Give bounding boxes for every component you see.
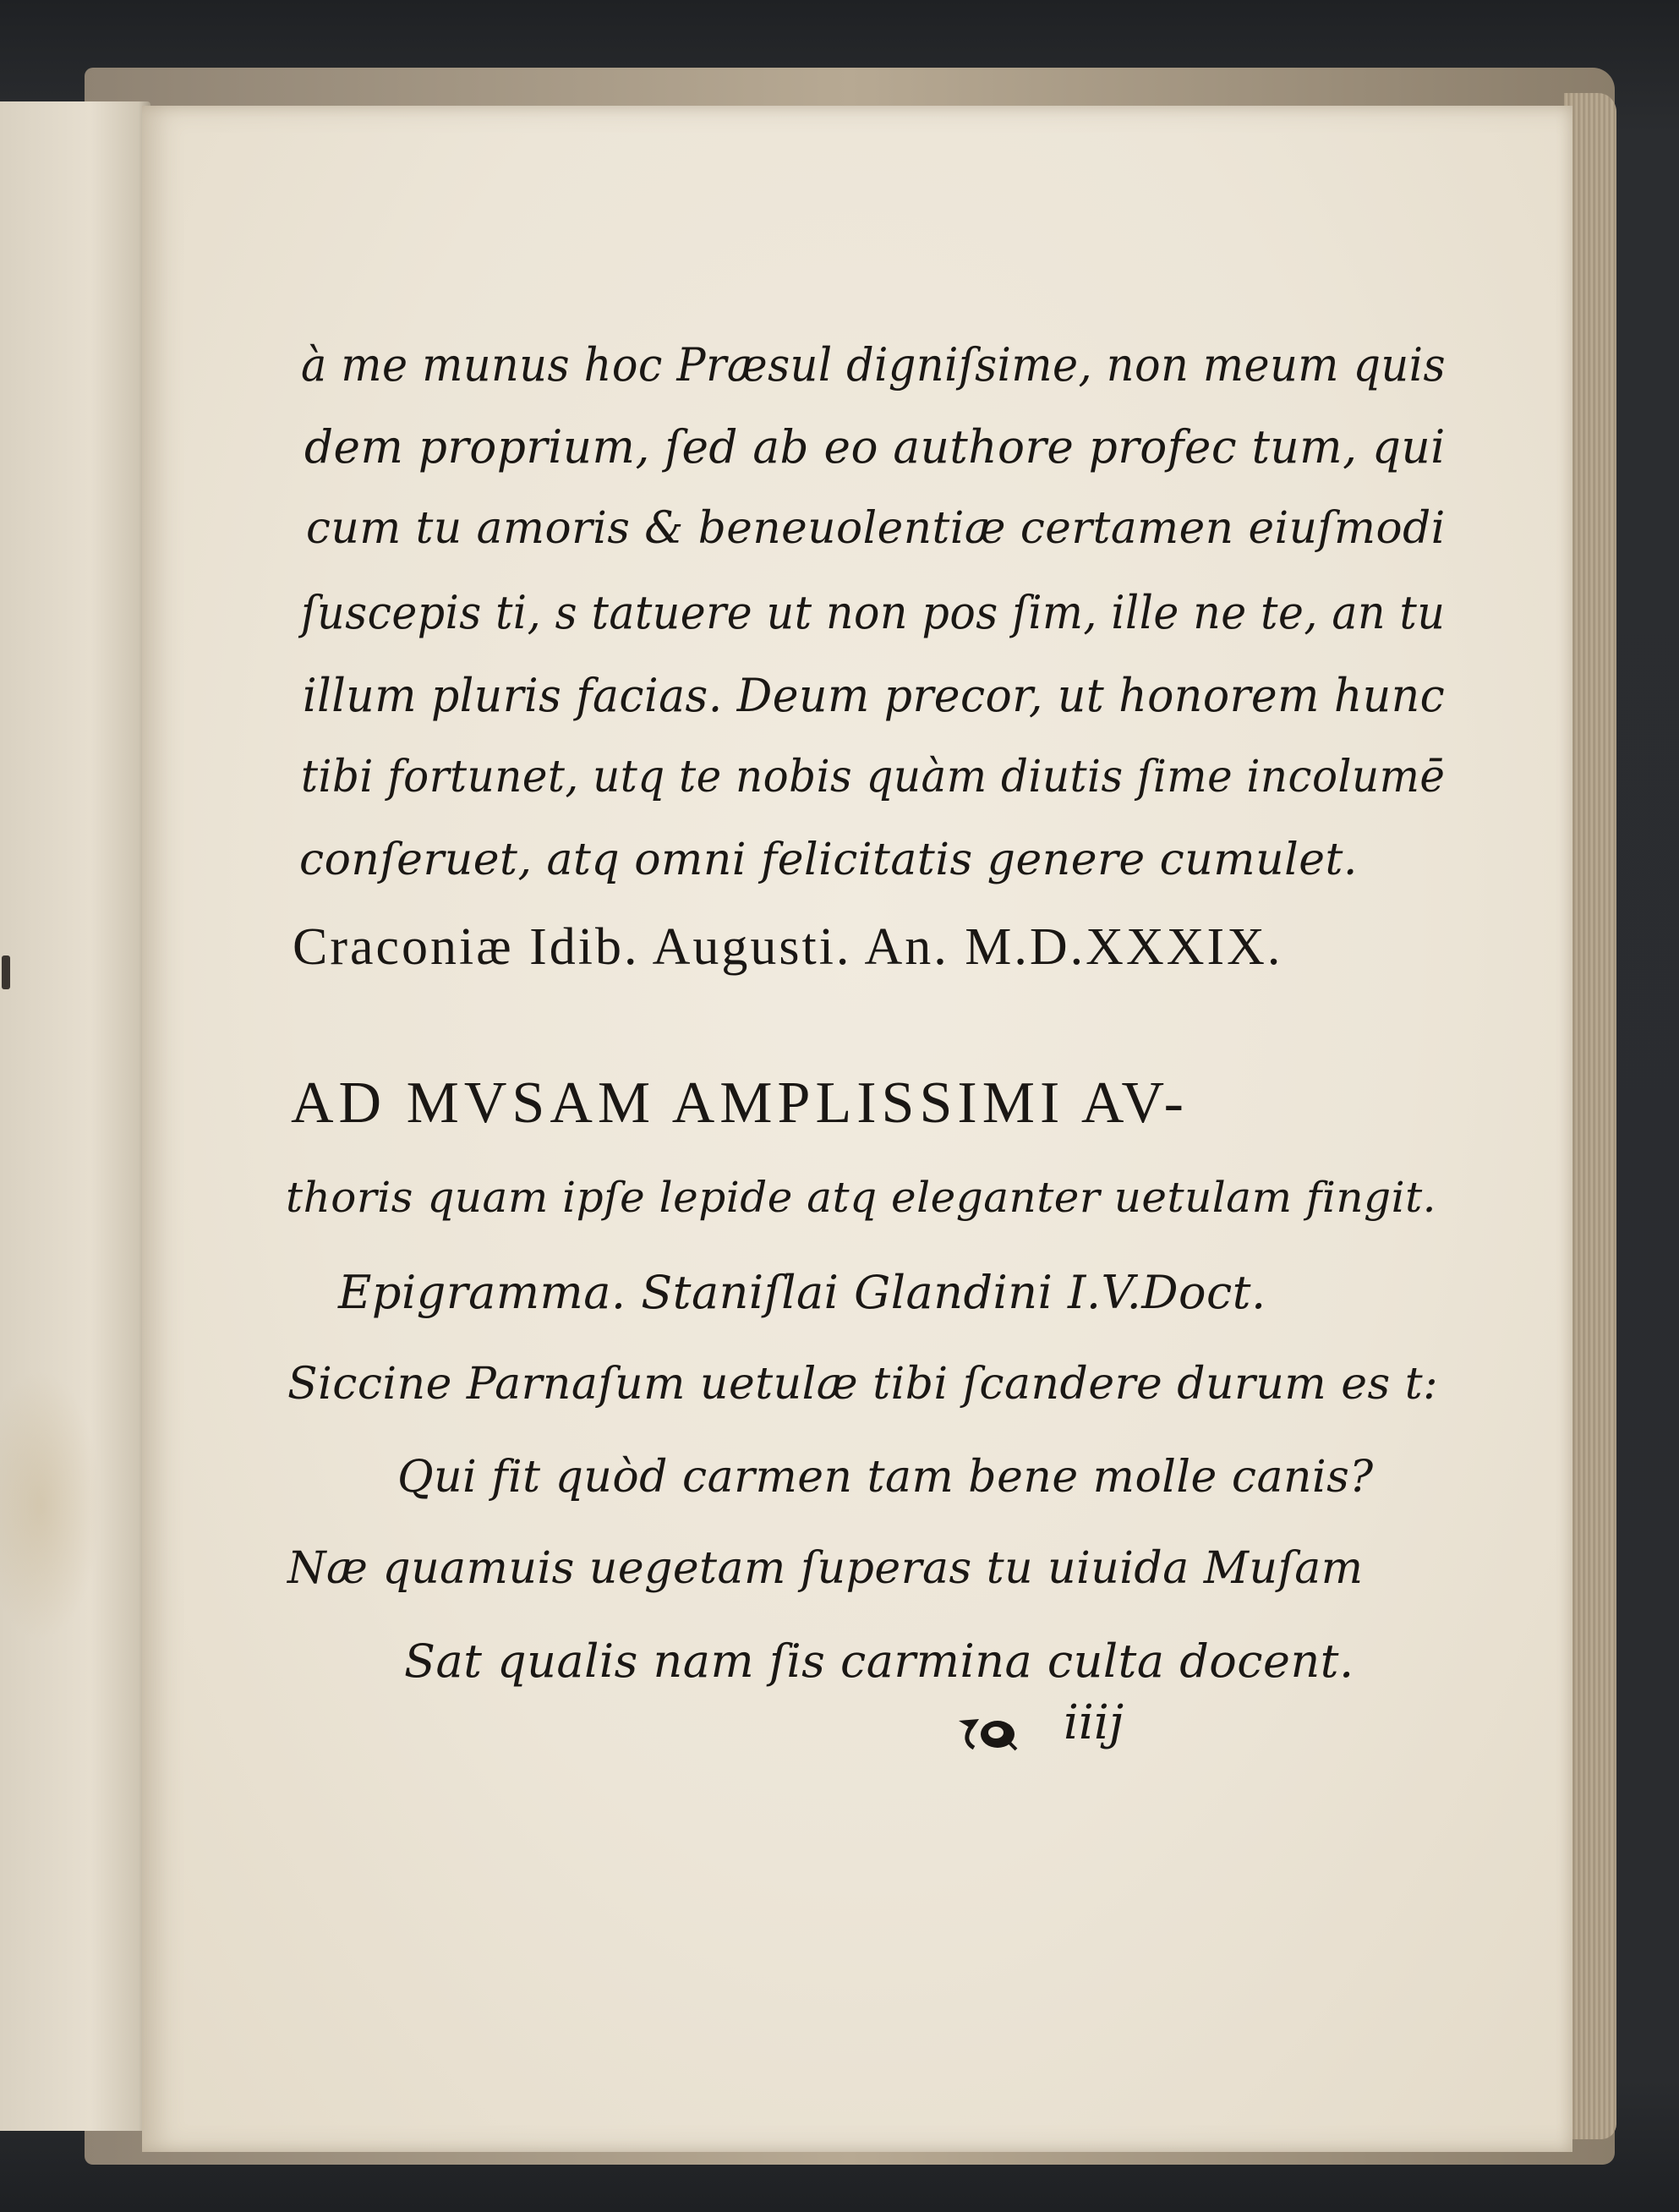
signature-mark: iiij	[1064, 1695, 1124, 1750]
verse-line-3: Næ quamuis uegetam ſuperas tu uiuida Muſam	[287, 1543, 1364, 1594]
recto-page	[142, 106, 1572, 2152]
date-line: Craconiæ Idib. Augusti. An. M.D.XXXIX.	[293, 918, 1283, 976]
text-line-6: tibi fortunet, utq te nobis quàm diutis ſime incolumē	[301, 752, 1446, 802]
page-text	[142, 106, 1572, 2152]
text-line-4: ſuscepis ti, s tatuere ut non pos ſim, ille ne te, an tu	[301, 586, 1446, 639]
verso-page-edge	[0, 101, 150, 2131]
text-line-1: à me munus hoc Præsul digniſsime, non meum quis	[301, 338, 1447, 391]
verse-line-4: Sat qualis nam ſis carmina culta docent.	[404, 1634, 1354, 1688]
text-line-2: dem proprium, ſed ab eo authore profec tum, qui	[304, 420, 1446, 474]
text-line-7: conſeruet, atq omni felicitatis genere cumulet.	[299, 835, 1358, 885]
verse-line-2: Qui fit quòd carmen tam bene molle canis?	[397, 1452, 1374, 1503]
paper-stain	[0, 1370, 101, 1640]
fleuron-ornament-icon	[954, 1704, 1021, 1763]
text-line-5: illum pluris facias. Deum precor, ut honorem hunc	[303, 669, 1446, 722]
text-line-3: cum tu amoris & beneuolentiæ certamen eiuſmodi	[306, 503, 1446, 554]
verse-line-1: Siccine Parnaſum uetulæ tibi ſcandere durum es t:	[287, 1359, 1439, 1410]
epigram-heading: AD MVSAM AMPLISSIMI AV-	[291, 1070, 1189, 1136]
epigram-subheading-1: thoris quam ipſe lepide atq eleganter uetulam fingit.	[286, 1173, 1437, 1222]
epigram-subheading-2: Epigramma. Staniſlai Glandini I.V.Doct.	[338, 1266, 1266, 1319]
ink-mark	[2, 955, 10, 989]
